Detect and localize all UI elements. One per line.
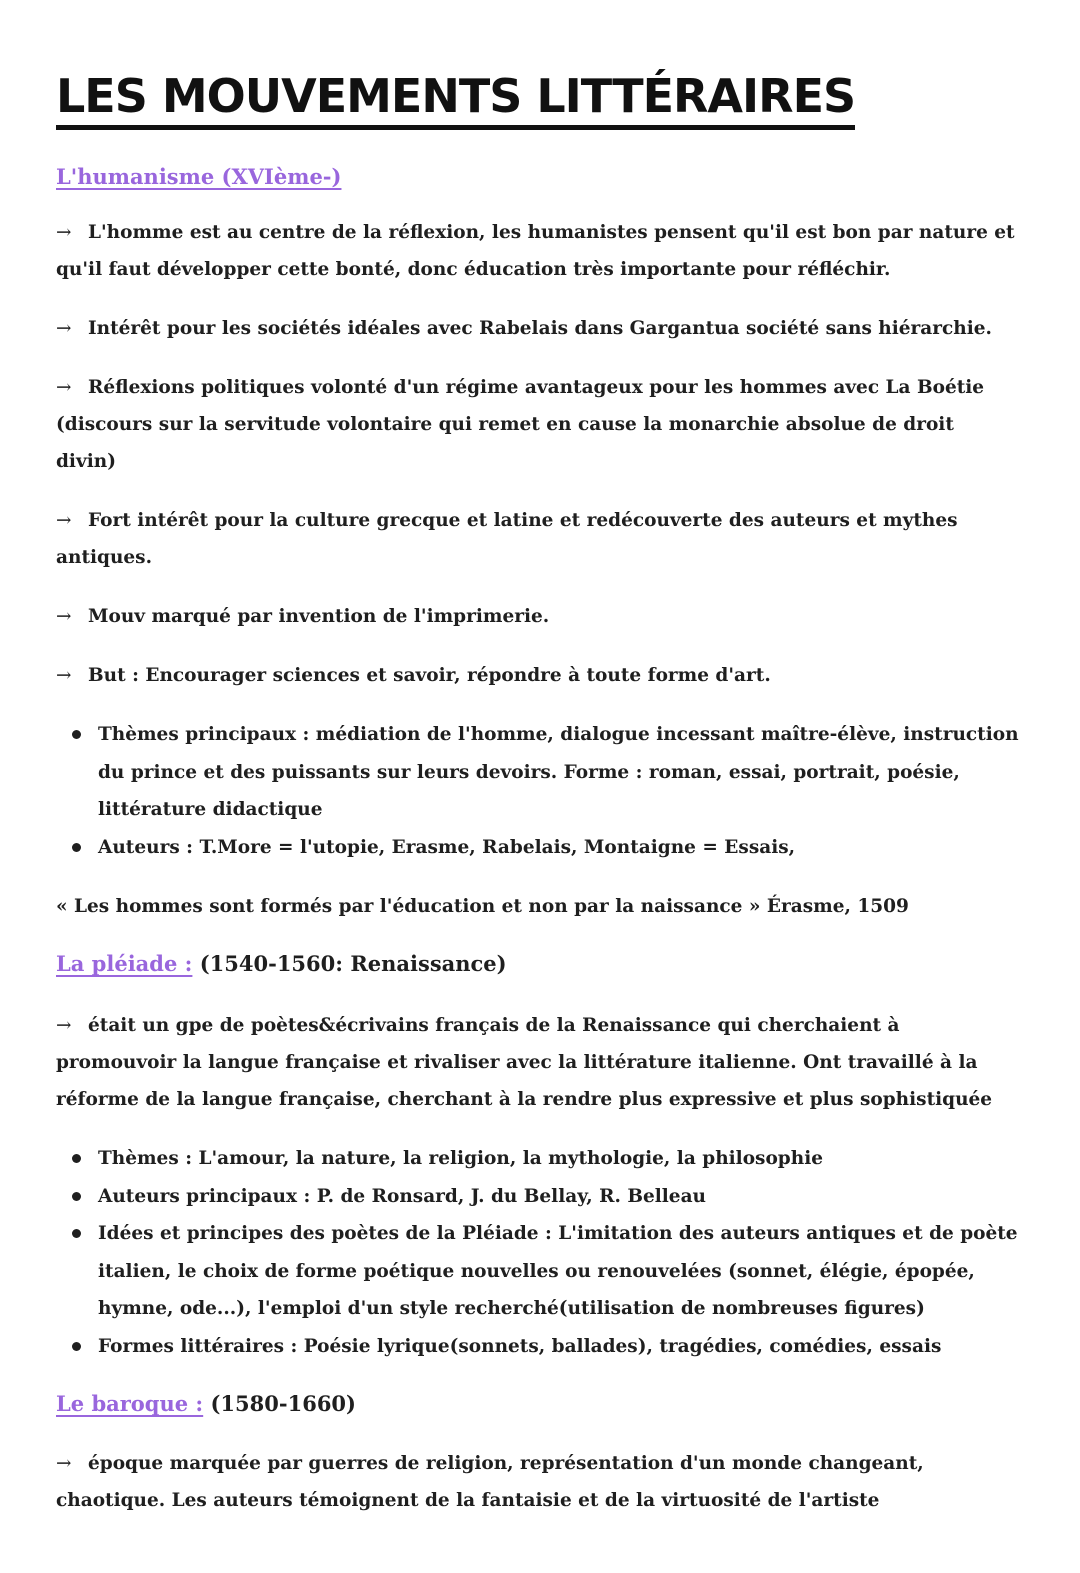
section-link-humanisme[interactable]: L'humanisme (XVIème-) [56, 164, 342, 189]
list-item: Thèmes : L'amour, la nature, la religion, la mythologie, la philosophie [98, 1140, 1020, 1178]
arrow-paragraph: → Réflexions politiques volonté d'un régime avantageux pour les hommes avec La Boétie (discours sur la servitude volontaire qui remet en cause la monarchie absolue de droit divin) [56, 369, 1020, 480]
section-dates: (1580-1660) [210, 1391, 356, 1416]
section-dates: (1540-1560: Renaissance) [199, 951, 507, 976]
arrow-paragraph: → était un gpe de poètes&écrivains français de la Renaissance qui cherchaient à promouvoir la langue française et rivaliser avec la littérature italienne. Ont travaillé à la réforme de la langue française, cherchant à la rendre plus expressive et plus sophistiquée [56, 1007, 1020, 1118]
section-link-baroque[interactable]: Le baroque : [56, 1391, 204, 1416]
list-item: Formes littéraires : Poésie lyrique(sonnets, ballades), tragédies, comédies, essais [98, 1328, 1020, 1366]
arrow-icon: → [56, 665, 72, 686]
arrow-paragraph: → L'homme est au centre de la réflexion, les humanistes pensent qu'il est bon par nature et qu'il faut développer cette bonté, donc éducation très importante pour réfléchir. [56, 214, 1020, 288]
section-heading [56, 1389, 1020, 1419]
arrow-icon: → [56, 510, 72, 531]
list-item: Auteurs principaux : P. de Ronsard, J. du Bellay, R. Belleau [98, 1178, 1020, 1216]
arrow-paragraph: → Intérêt pour les sociétés idéales avec Rabelais dans Gargantua société sans hiérarchie. [56, 310, 1020, 347]
section-baroque [56, 1389, 1020, 1519]
list-item: Auteurs : T.More = l'utopie, Erasme, Rabelais, Montaigne = Essais, [98, 829, 1020, 867]
arrow-paragraph: → But : Encourager sciences et savoir, répondre à toute forme d'art. [56, 657, 1020, 694]
list-item: Thèmes principaux : médiation de l'homme, dialogue incessant maître-élève, instruction du prince et des puissants sur leurs devoirs. Forme : roman, essai, portrait, poésie, littérature didactique [98, 716, 1020, 829]
section-pleiade [56, 949, 1020, 1365]
bullet-list [56, 1140, 1020, 1365]
arrow-icon: → [56, 1453, 72, 1474]
list-item: Idées et principes des poètes de la Pléiade : L'imitation des auteurs antiques et de poète italien, le choix de forme poétique nouvelles ou renouvelées (sonnet, élégie, épopée, hymne, ode...), l'emploi d'un style recherché(utilisation de nombreuses figures) [98, 1215, 1020, 1328]
arrow-paragraph: → Fort intérêt pour la culture grecque et latine et redécouverte des auteurs et mythes antiques. [56, 502, 1020, 576]
section-heading [56, 949, 1020, 979]
section-heading [56, 162, 1020, 192]
section-humanisme [56, 162, 1020, 925]
arrow-icon: → [56, 606, 72, 627]
arrow-icon: → [56, 318, 72, 339]
arrow-icon: → [56, 377, 72, 398]
arrow-icon: → [56, 222, 72, 243]
page-title: LES MOUVEMENTS LITTÉRAIRES [56, 68, 855, 130]
quote: « Les hommes sont formés par l'éducation et non par la naissance » Érasme, 1509 [56, 896, 909, 917]
arrow-paragraph: → Mouv marqué par invention de l'imprimerie. [56, 598, 1020, 635]
bullet-list [56, 716, 1020, 866]
arrow-paragraph: → époque marquée par guerres de religion, représentation d'un monde changeant, chaotique. Les auteurs témoignent de la fantaisie et de la virtuosité de l'artiste [56, 1445, 1020, 1519]
section-link-pleiade[interactable]: La pléiade : [56, 951, 193, 976]
arrow-icon: → [56, 1015, 72, 1036]
